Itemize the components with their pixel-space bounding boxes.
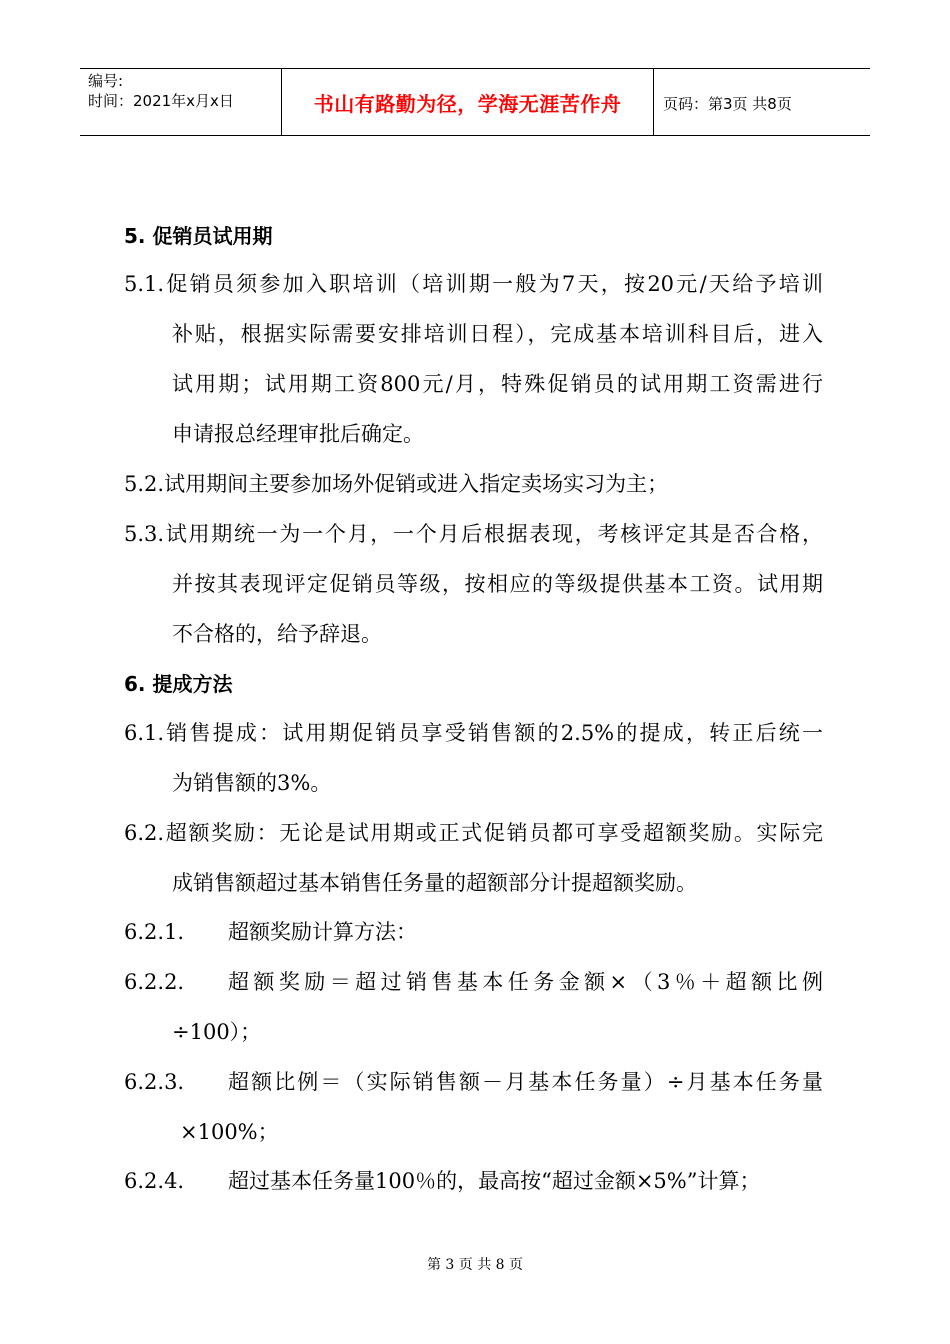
header-motto-cell: [282, 69, 654, 135]
header-motto: 书山有路勤为径，学海无涯苦作舟: [313, 92, 622, 116]
section-5-title: 5. 促销员试用期: [124, 224, 273, 248]
paragraph-5-3-line-3: 不合格的，给予辞退。: [172, 622, 382, 646]
item-6-2-2-continuation: ÷100）；: [172, 1020, 262, 1044]
item-6-2-1-text: 超额奖励计算方法：: [228, 920, 417, 944]
page-footer: 第 3 页 共 8 页: [426, 1257, 524, 1273]
document-header: [80, 68, 870, 136]
document-date-label: 时间：2021年x月x日: [88, 92, 234, 110]
header-info-cell: [80, 69, 282, 135]
paragraph-6-1-line-2: 为销售额的3%。: [172, 771, 332, 795]
paragraph-5-1-line-1: 5.1.促销员须参加入职培训（培训期一般为7天，按20元/天给予培训: [124, 272, 823, 296]
header-page-cell: [654, 69, 870, 135]
paragraph-6-1-line-1: 6.1.销售提成：试用期促销员享受销售额的2.5%的提成，转正后统一: [124, 721, 823, 745]
item-6-2-2-text: 超额奖励＝超过销售基本任务金额×（3％＋超额比例: [228, 970, 823, 994]
item-6-2-4-number: 6.2.4.: [124, 1169, 185, 1193]
paragraph-5-1-line-2: 补贴，根据实际需要安排培训日程），完成基本培训科目后，进入: [172, 322, 823, 346]
item-6-2-2-number: 6.2.2.: [124, 970, 185, 994]
paragraph-5-1-line-4: 申请报总经理审批后确定。: [172, 422, 424, 446]
document-number-label: 编号:: [88, 72, 124, 90]
paragraph-6-2-line-1: 6.2.超额奖励：无论是试用期或正式促销员都可享受超额奖励。实际完: [124, 821, 823, 845]
section-6-title: 6. 提成方法: [124, 672, 233, 696]
paragraph-5-3-line-2: 并按其表现评定促销员等级，按相应的等级提供基本工资。试用期: [172, 572, 823, 596]
item-6-2-3-text: 超额比例＝（实际销售额－月基本任务量）÷月基本任务量: [228, 1070, 823, 1094]
paragraph-5-2: 5.2.试用期间主要参加场外促销或进入指定卖场实习为主；: [124, 472, 669, 496]
paragraph-5-3-line-1: 5.3.试用期统一为一个月，一个月后根据表现，考核评定其是否合格，: [124, 522, 823, 546]
item-6-2-1-number: 6.2.1.: [124, 920, 185, 944]
item-6-2-3-continuation: ×100%；: [180, 1120, 279, 1144]
item-6-2-3-number: 6.2.3.: [124, 1070, 185, 1094]
item-6-2-4-text: 超过基本任务量100％的，最高按“超过金额×5%”计算；: [228, 1169, 761, 1193]
paragraph-5-1-line-3: 试用期；试用期工资800元/月，特殊促销员的试用期工资需进行: [172, 372, 823, 396]
paragraph-6-2-line-2: 成销售额超过基本销售任务量的超额部分计提超额奖励。: [172, 871, 697, 895]
header-page-label: 页码：第3页 共8页: [663, 95, 792, 113]
